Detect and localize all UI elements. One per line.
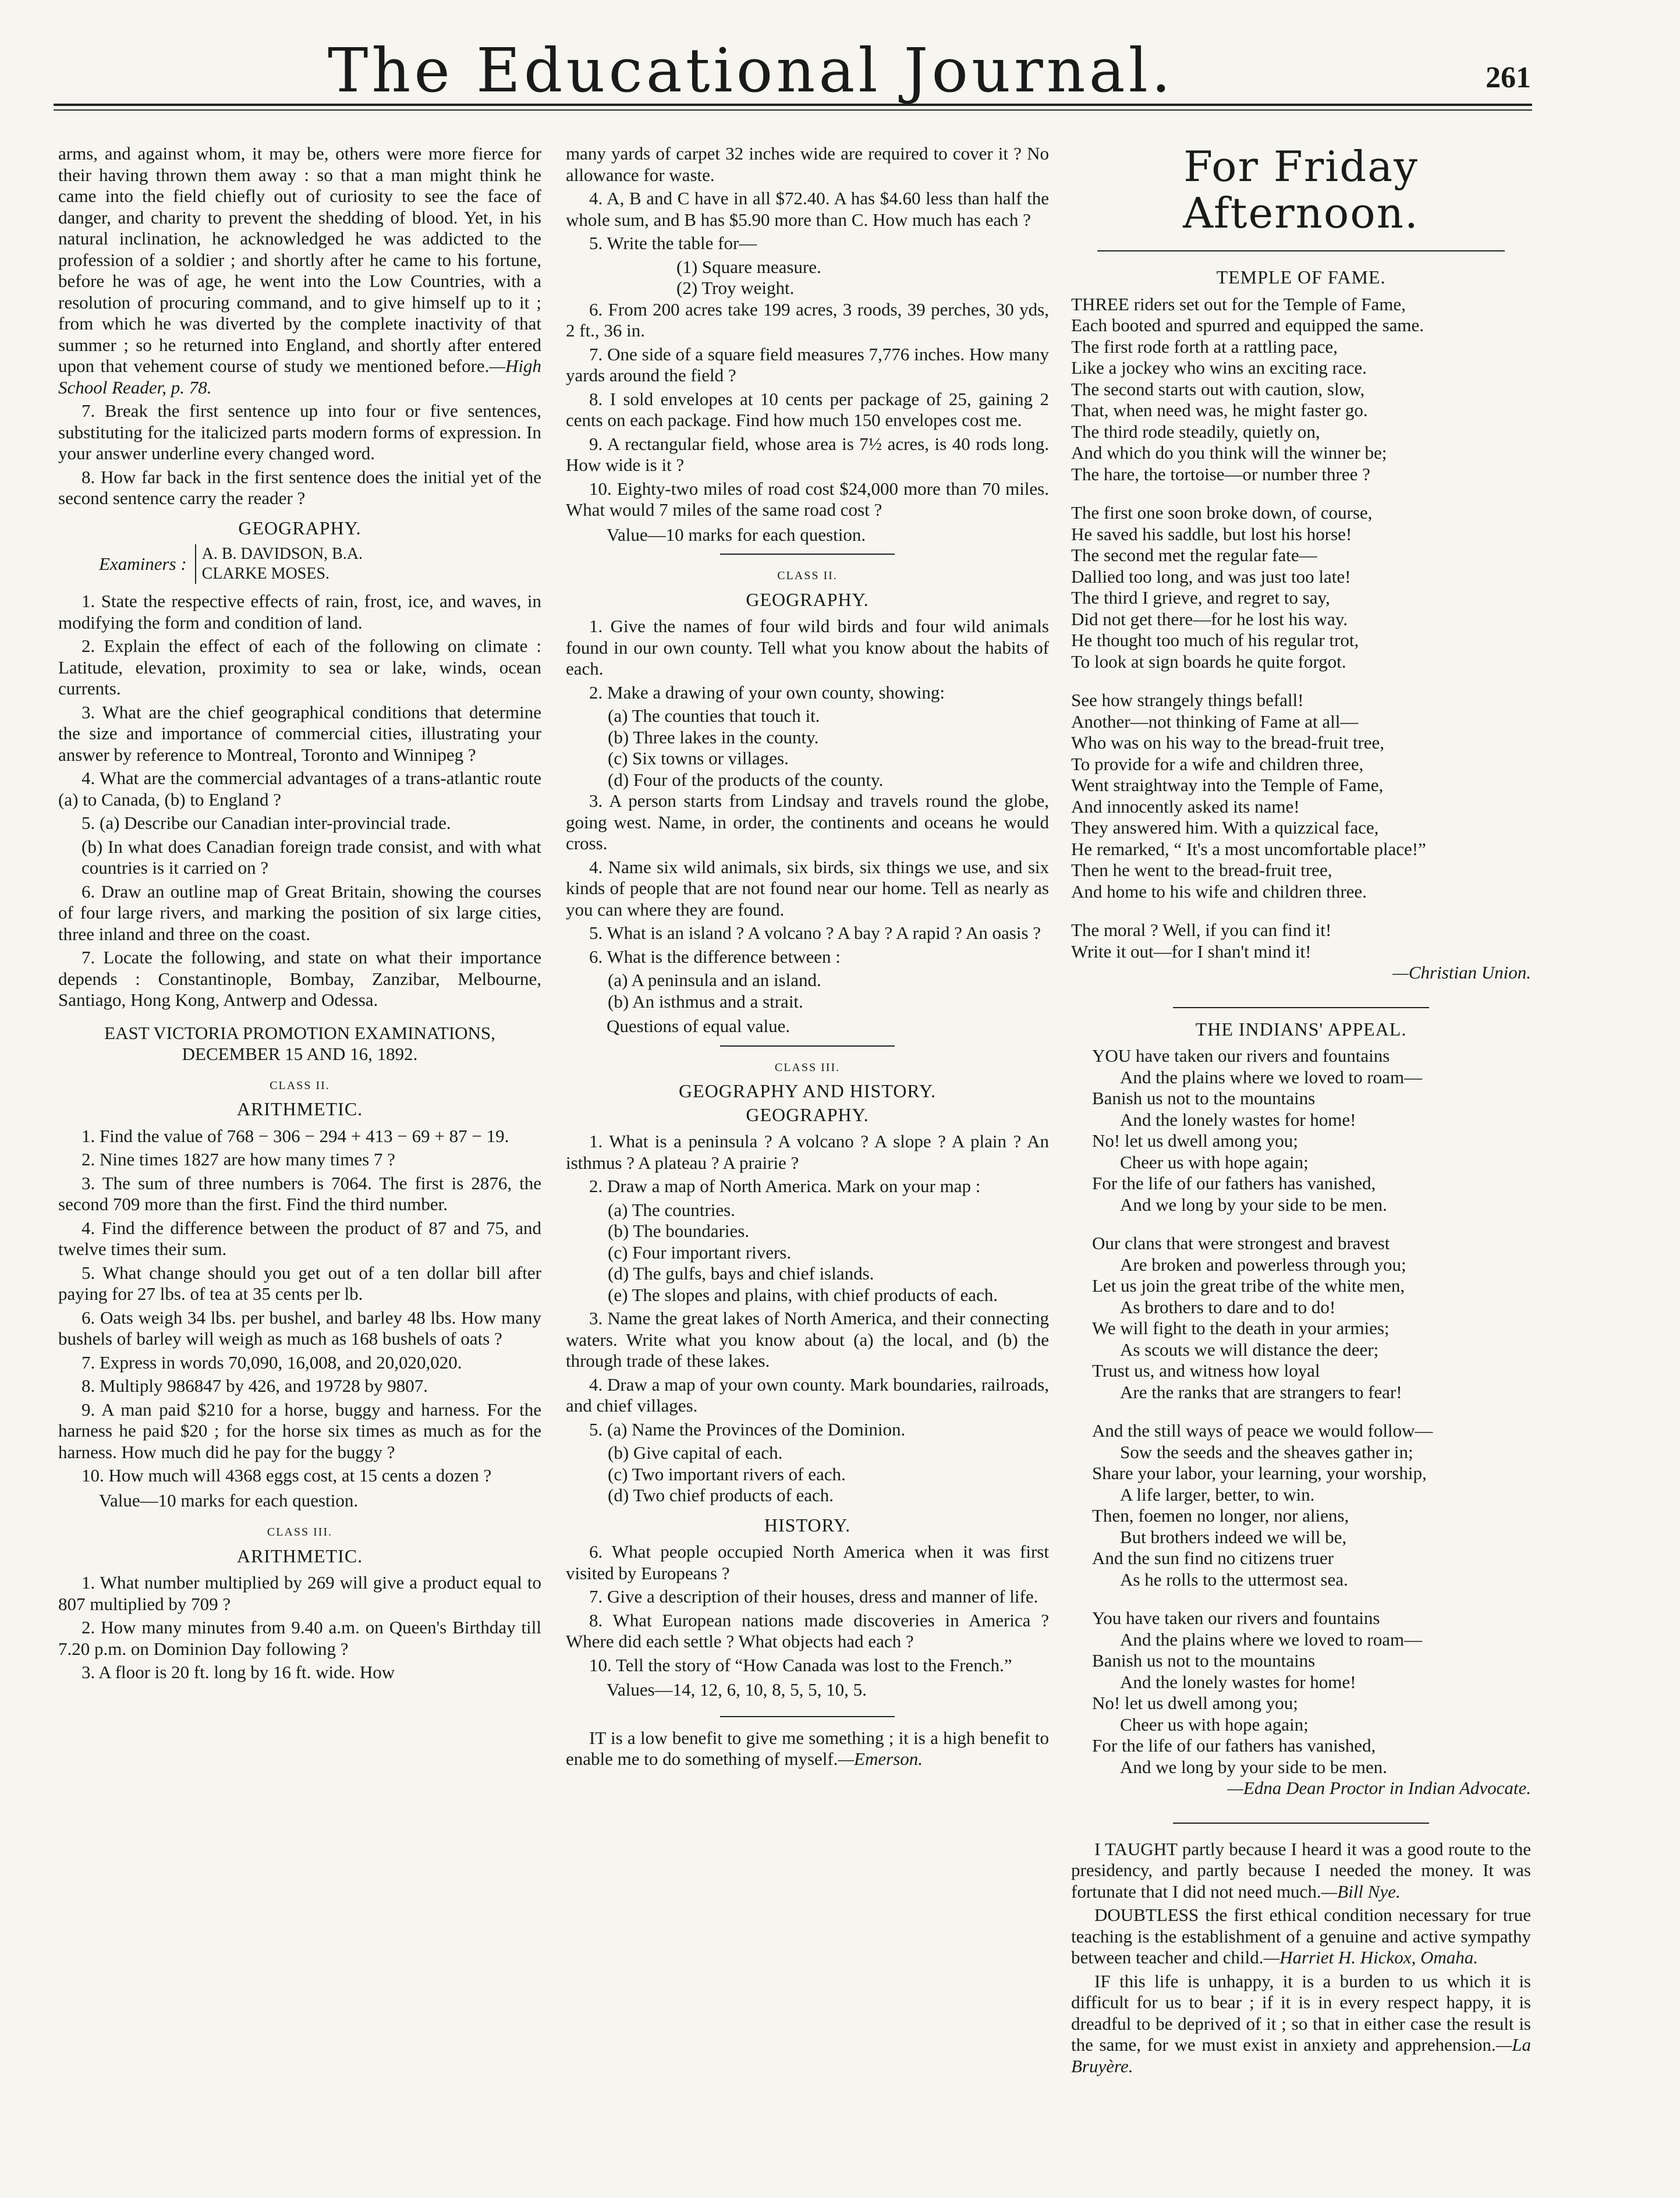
- question: 2. Draw a map of North America. Mark on your map :: [589, 1176, 981, 1196]
- stanza: [1071, 502, 1531, 672]
- poem-line: We will fight to the death in your armies;: [1092, 1318, 1390, 1338]
- poem-line: The third I grieve, and regret to say,: [1071, 587, 1330, 608]
- poem-line: The moral ? Well, if you can find it!: [1071, 920, 1332, 940]
- question-part: (e) The slopes and plains, with chief products of each.: [608, 1284, 998, 1305]
- question: 9. A rectangular field, whose area is 7½ acres, is 40 rods long. How wide is it ?: [566, 433, 1049, 475]
- quote-hickox: DOUBTLESS the first ethical condition necessary for true teaching is the establishment of a genuine and active sympathy between teacher and child.—Harriet H. Hickox, Omaha.: [1071, 1905, 1531, 1967]
- section-heading-geography: GEOGRAPHY.: [238, 517, 361, 538]
- question: 8. What European nations made discoveries in America ? Where did each settle ? What objects had each ?: [566, 1609, 1049, 1651]
- stanza: [1092, 1608, 1531, 1778]
- question: 1. What is a peninsula ? A volcano ? A slope ? A plain ? An isthmus ? A plateau ? A prairie ?: [566, 1131, 1049, 1173]
- marks-note: Questions of equal value.: [607, 1016, 791, 1036]
- question-part: (b) Three lakes in the county.: [608, 726, 819, 747]
- poem-line: They answered him. With a quizzical face,: [1071, 817, 1379, 838]
- question: 5. What change should you get out of a ten dollar bill after paying for 27 lbs. of tea at 35 cents per lb.: [58, 1262, 541, 1304]
- question: 3. Name the great lakes of North America, and their connecting waters. Write what you know about (a) the local, and (b) the through trade of these lakes.: [566, 1308, 1049, 1371]
- poem-line: Then, foemen no longer, nor aliens,: [1092, 1505, 1349, 1526]
- poem-line: He remarked, “ It's a most uncomfortable place!”: [1071, 838, 1426, 859]
- question: 4. A, B and C have in all $72.40. A has $4.60 less than half the whole sum, and B has $5.90 more than C. How much has each ?: [566, 188, 1049, 230]
- poem-citation: —Edna Dean Proctor in Indian Advocate.: [1227, 1778, 1531, 1798]
- question: 1. What number multiplied by 269 will give a product equal to 807 multiplied by 709 ?: [58, 1572, 541, 1614]
- question: 2. Explain the effect of each of the following on climate : Latitude, elevation, proximity to sea or lake, winds, ocean currents.: [58, 636, 541, 699]
- poem-line: No! let us dwell among you;: [1092, 1130, 1298, 1151]
- poem-line: Banish us not to the mountains: [1092, 1650, 1316, 1671]
- question: 10. Tell the story of “How Canada was lost to the French.”: [589, 1654, 1012, 1675]
- poem-line: For the life of our fathers has vanished,: [1092, 1735, 1376, 1756]
- section-heading-geography: GEOGRAPHY.: [746, 1104, 869, 1125]
- poem-line: The second met the regular fate—: [1071, 545, 1317, 565]
- question: 6. What is the difference between :: [589, 946, 841, 967]
- poem-line: Are the ranks that are strangers to fear!: [1120, 1381, 1402, 1402]
- question: 3. What are the chief geographical conditions that determine the size and importance of commercial cities, illustrating your answer by reference to Montreal, Toronto and Winnipeg ?: [58, 701, 541, 765]
- question: 10. Eighty-two miles of road cost $24,000 more than 70 miles. What would 7 miles of the same road cost ?: [566, 478, 1049, 520]
- section-heading-arithmetic: ARITHMETIC.: [236, 1098, 363, 1119]
- poem-line: Each booted and spurred and equipped the same.: [1071, 315, 1424, 335]
- poem-line: The first rode forth at a rattling pace,: [1071, 336, 1338, 357]
- examiner-name: A. B. DAVIDSON, B.A.: [201, 545, 363, 563]
- poem-line: As he rolls to the uttermost sea.: [1120, 1569, 1348, 1590]
- question: 10. How much will 4368 eggs cost, at 15 cents a dozen ?: [81, 1465, 492, 1486]
- stanza: [1071, 920, 1531, 962]
- poem-line: Then he went to the bread-fruit tree,: [1071, 860, 1332, 880]
- examiners-block: [99, 544, 541, 584]
- poem-line: For the life of our fathers has vanished,: [1092, 1173, 1376, 1193]
- quote-citation: —Emerson.: [838, 1749, 923, 1769]
- question: 1. Find the value of 768 − 306 − 294 + 413 − 69 + 87 − 19.: [81, 1125, 509, 1146]
- question-continued: many yards of carpet 32 inches wide are required to cover it ? No allowance for waste.: [566, 143, 1049, 185]
- question: 3. A person starts from Lindsay and travels round the globe, going west. Name, in order, the continents and oceans he would cross.: [566, 790, 1049, 853]
- poem-line: No! let us dwell among you;: [1092, 1693, 1298, 1713]
- question-part: (b) The boundaries.: [608, 1221, 750, 1241]
- question-part: (b) Give capital of each.: [608, 1442, 783, 1463]
- question: 4. Find the difference between the product of 87 and 75, and twelve times their sum.: [58, 1217, 541, 1259]
- poem-line: And home to his wife and children three.: [1071, 881, 1367, 902]
- class-label: CLASS II.: [777, 569, 838, 582]
- class-label: CLASS III.: [774, 1061, 841, 1074]
- poem-line: Who was on his way to the bread-fruit tree,: [1071, 732, 1385, 753]
- poem-temple-of-fame: [1071, 294, 1531, 984]
- poem-line: The first one soon broke down, of course,: [1071, 502, 1373, 523]
- poem-title: TEMPLE OF FAME.: [1216, 267, 1386, 288]
- masthead-rule: [54, 104, 1532, 106]
- question: 7. Express in words 70,090, 16,008, and 20,020,020.: [81, 1352, 462, 1373]
- marks-note: Values—14, 12, 6, 10, 8, 5, 5, 10, 5.: [607, 1679, 867, 1700]
- quote-la-bruyere: IF this life is unhappy, it is a burden to us which it is difficult for us to bear ; if it is in every respect happy, it is dreadful to be deprived of it ; so that in either case the result is the same, for we must exist in anxiety and apprehension.—La Bruyère.: [1071, 1970, 1531, 2076]
- question: 5. (a) Describe our Canadian inter-provincial trade.: [81, 813, 451, 833]
- examiner-name: CLARKE MOSES.: [201, 565, 330, 583]
- stanza: [1071, 294, 1531, 485]
- poem-line: Another—not thinking of Fame at all—: [1071, 711, 1359, 732]
- question: 1. State the respective effects of rain, frost, ice, and waves, in modifying the form and condition of land.: [58, 591, 541, 633]
- question: 3. The sum of three numbers is 7064. The first is 2876, the second 709 more than the first. Find the third number.: [58, 1172, 541, 1214]
- masthead-rule-thin: [54, 109, 1532, 111]
- question: 3. A floor is 20 ft. long by 16 ft. wide. How: [81, 1662, 395, 1682]
- section-heading-geography: GEOGRAPHY.: [746, 589, 869, 610]
- question: 2. How many minutes from 9.40 a.m. on Queen's Birthday till 7.20 p.m. on Dominion Day following ?: [58, 1617, 541, 1659]
- divider: [720, 1716, 895, 1717]
- divider: [1173, 1823, 1429, 1824]
- section-heading-arithmetic: ARITHMETIC.: [236, 1545, 363, 1566]
- poem-line: The second starts out with caution, slow,: [1071, 378, 1365, 399]
- section-heading-geography-history: GEOGRAPHY AND HISTORY.: [679, 1080, 936, 1101]
- quote-citation: —Bill Nye.: [1321, 1881, 1401, 1902]
- quote-citation: —Harriet H. Hickox, Omaha.: [1263, 1947, 1479, 1967]
- question-part: (a) The countries.: [608, 1199, 735, 1220]
- divider: [720, 1045, 895, 1047]
- column-3: [1071, 143, 1531, 2079]
- poem-line: Our clans that were strongest and bravest: [1092, 1233, 1390, 1253]
- poem-line: And we long by your side to be men.: [1120, 1756, 1387, 1777]
- poem-line: Cheer us with hope again;: [1120, 1151, 1309, 1172]
- question: 6. From 200 acres take 199 acres, 3 roods, 39 perches, 30 yds, 2 ft., 36 in.: [566, 299, 1049, 341]
- question-part: (b) An isthmus and a strait.: [608, 991, 803, 1012]
- poem-line: And innocently asked its name!: [1071, 796, 1300, 817]
- poem-line: And the sun find no citizens truer: [1092, 1548, 1334, 1568]
- marks-note: Value—10 marks for each question.: [607, 524, 866, 545]
- question: 5. Write the table for—: [589, 233, 757, 253]
- poem-line: Cheer us with hope again;: [1120, 1714, 1309, 1735]
- poem-line: And the plains where we loved to roam—: [1120, 1066, 1423, 1087]
- marks-note: Value—10 marks for each question.: [99, 1490, 359, 1511]
- poem-line: You have taken our rivers and fountains: [1092, 1608, 1380, 1628]
- poem-line: That, when need was, he might faster go.: [1071, 400, 1368, 420]
- divider: [1097, 250, 1505, 251]
- poem-line: To provide for a wife and children three,: [1071, 753, 1364, 774]
- reading-passage: arms, and against whom, it may be, others were more fierce for their having thrown them away : so that a man might think he came into the field chiefly out of curiosity to see the face of danger, and charity to prevent the shedding of blood. Yet, in his natural inclination, he acknowledged he was addicted to the profession of a soldier ; and shortly after he came to his fortune, before he was of age, he went into the Low Countries, with a resolution of procuring command, and to give himself up to it ; from which he was diverted by the complete inactivity of that summer ; so he returned into England, and shortly after entered upon that vehement course of study we mentioned before.—High School Reader, p. 78.: [58, 143, 541, 398]
- question-part: (b) In what does Canadian foreign trade consist, and with what countries is it carried on ?: [81, 836, 541, 878]
- question: 9. A man paid $210 for a horse, buggy and harness. For the harness he paid $20 ; for the horse six times as much as for the harness. How much did he pay for the buggy ?: [58, 1399, 541, 1462]
- poem-line: Did not get there—for he lost his way.: [1071, 608, 1348, 629]
- question-part: (d) Two chief products of each.: [608, 1485, 834, 1505]
- poem-line: Banish us not to the mountains: [1092, 1088, 1316, 1108]
- poem-line: And we long by your side to be men.: [1120, 1194, 1387, 1215]
- question: 8. Multiply 986847 by 426, and 19728 by 9807.: [81, 1375, 428, 1396]
- question: 6. Draw an outline map of Great Britain, showing the courses of four large rivers, and marking the position of six large cities, three inland and three on the coast.: [58, 881, 541, 944]
- question-part: (a) The counties that touch it.: [608, 706, 820, 726]
- stanza: [1092, 1045, 1531, 1215]
- poem-line: Write it out—for I shan't mind it!: [1071, 941, 1312, 962]
- poem-line: YOU have taken our rivers and fountains: [1092, 1045, 1390, 1066]
- journal-title: The Educational Journal.: [328, 35, 1174, 106]
- class-label: CLASS II.: [270, 1079, 330, 1092]
- question-part: (d) The gulfs, bays and chief islands.: [608, 1263, 874, 1284]
- poem-line: As scouts we will distance the deer;: [1120, 1339, 1379, 1360]
- reading-citation: —High School Reader, p. 78.: [58, 356, 541, 398]
- poem-indians-appeal: [1071, 1045, 1531, 1799]
- question: 1. Give the names of four wild birds and four wild animals found in our own county. Tell what you know about the habits of each.: [566, 616, 1049, 679]
- question-part: (1) Square measure.: [676, 256, 821, 277]
- poem-line: And the lonely wastes for home!: [1120, 1109, 1356, 1130]
- quote-citation: —La Bruyère.: [1071, 2034, 1531, 2076]
- poem-line: But brothers indeed we will be,: [1120, 1526, 1347, 1547]
- question: 4. What are the commercial advantages of a trans-atlantic route (a) to Canada, (b) to England ?: [58, 768, 541, 810]
- emerson-quote: IT is a low benefit to give me something ; it is a high benefit to enable me to do something of myself.—Emerson.: [566, 1727, 1049, 1769]
- stanza: [1071, 690, 1531, 902]
- page-number: 261: [1486, 61, 1531, 94]
- question: 8. How far back in the first sentence does the initial yet of the second sentence carry the reader ?: [58, 466, 541, 508]
- poem-line: Let us join the great tribe of the white men,: [1092, 1275, 1405, 1296]
- question-part: (2) Troy weight.: [676, 278, 795, 298]
- question: 2. Make a drawing of your own county, showing:: [589, 682, 945, 703]
- question: 7. One side of a square field measures 7,776 inches. How many yards around the field ?: [566, 343, 1049, 385]
- question: 6. What people occupied North America when it was first visited by Europeans ?: [566, 1541, 1049, 1583]
- divider: [1173, 1007, 1429, 1008]
- poem-line: THREE riders set out for the Temple of Fame,: [1071, 293, 1406, 314]
- poem-line: And the still ways of peace we would follow—: [1092, 1420, 1433, 1441]
- question: 7. Give a description of their houses, dress and manner of life.: [589, 1586, 1039, 1607]
- question: 5. What is an island ? A volcano ? A bay ? A rapid ? An oasis ?: [589, 923, 1041, 943]
- poem-title: THE INDIANS' APPEAL.: [1195, 1018, 1407, 1040]
- poem-line: The hare, the tortoise—or number three ?: [1071, 463, 1370, 484]
- column-2: [566, 143, 1049, 1772]
- poem-line: Went straightway into the Temple of Fame,: [1071, 775, 1384, 795]
- stanza: [1092, 1233, 1531, 1403]
- question: 7. Break the first sentence up into four or five sentences, substituting for the italicized parts modern forms of expression. In your answer underline every changed word.: [58, 400, 541, 463]
- question-part: (c) Six towns or villages.: [608, 748, 789, 768]
- section-heading-history: HISTORY.: [764, 1514, 851, 1536]
- poem-line: He thought too much of his regular trot,: [1071, 630, 1359, 650]
- question: 2. Nine times 1827 are how many times 7 ?: [81, 1149, 395, 1169]
- poem-line: A life larger, better, to win.: [1120, 1484, 1315, 1505]
- divider: [720, 554, 895, 555]
- column-1: [58, 143, 541, 1686]
- poem-line: As brothers to dare and to do!: [1120, 1296, 1336, 1317]
- section-title-friday-afternoon: For Friday Afternoon.: [1183, 142, 1419, 237]
- poem-line: To look at sign boards he quite forgot.: [1071, 651, 1346, 672]
- poem-line: And the lonely wastes for home!: [1120, 1671, 1356, 1692]
- class-label: CLASS III.: [267, 1526, 333, 1538]
- poem-citation: —Christian Union.: [1392, 962, 1531, 983]
- poem-line: Dallied too long, and was just too late!: [1071, 566, 1351, 587]
- masthead: [52, 23, 1531, 105]
- question: 4. Name six wild animals, six birds, six things we use, and six kinds of people that are not found near our home. Tell as nearly as you can where they are found.: [566, 856, 1049, 920]
- poem-line: He saved his saddle, but lost his horse!: [1071, 523, 1352, 544]
- poem-line: Share your labor, your learning, your worship,: [1092, 1463, 1427, 1483]
- question: 8. I sold envelopes at 10 cents per package of 25, gaining 2 cents on each package. Find how much 150 envelopes cost me.: [566, 388, 1049, 430]
- poem-line: And the plains where we loved to roam—: [1120, 1629, 1423, 1650]
- poem-line: Sow the seeds and the sheaves gather in;: [1120, 1441, 1413, 1462]
- question: 4. Draw a map of your own county. Mark boundaries, railroads, and chief villages.: [566, 1374, 1050, 1416]
- quote-bill-nye: I TAUGHT partly because I heard it was a good route to the presidency, and partly because I needed the money. It was fortunate that I did not need much.—Bill Nye.: [1071, 1838, 1531, 1902]
- question: 5. (a) Name the Provinces of the Dominion.: [589, 1419, 906, 1440]
- examiners-label: Examiners :: [99, 553, 187, 574]
- question-part: (c) Four important rivers.: [608, 1242, 792, 1263]
- poem-line: And which do you think will the winner be;: [1071, 442, 1387, 463]
- question: 7. Locate the following, and state on what their importance depends : Constantinople, Bombay, Zanzibar, Melbourne, Santiago, Hong Kong, Antwerp and Odessa.: [58, 947, 541, 1010]
- question-part: (d) Four of the products of the county.: [608, 769, 884, 790]
- question-part: (a) A peninsula and an island.: [608, 970, 821, 990]
- exam-heading: EAST VICTORIA PROMOTION EXAMINATIONS, DECEMBER 15 AND 16, 1892.: [104, 1022, 495, 1064]
- question: 6. Oats weigh 34 lbs. per bushel, and barley 48 lbs. How many bushels of barley will weigh as much as 168 bushels of oats ?: [58, 1307, 541, 1349]
- poem-line: Trust us, and witness how loyal: [1092, 1360, 1320, 1381]
- poem-line: See how strangely things befall!: [1071, 690, 1304, 710]
- stanza: [1092, 1420, 1531, 1590]
- poem-line: Like a jockey who wins an exciting race.: [1071, 357, 1367, 378]
- poem-line: Are broken and powerless through you;: [1120, 1254, 1406, 1275]
- poem-line: The third rode steadily, quietly on,: [1071, 421, 1320, 442]
- question-part: (c) Two important rivers of each.: [608, 1463, 846, 1484]
